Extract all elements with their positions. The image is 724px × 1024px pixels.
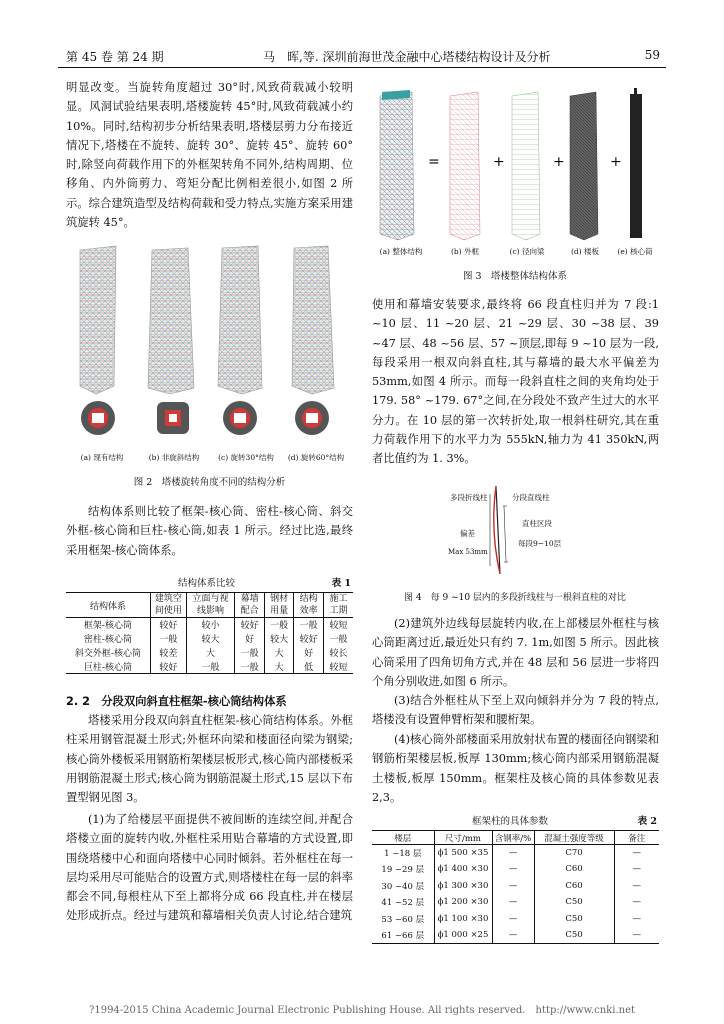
t2-header: 尺寸/mm bbox=[434, 831, 492, 845]
t1-header: 施工工期 bbox=[323, 593, 353, 618]
plan-b bbox=[157, 402, 189, 434]
t2-header: 含钢率/% bbox=[492, 831, 534, 845]
fig2-label-c: (c) 旋转30°结构 bbox=[218, 453, 274, 462]
t2-cell: — bbox=[614, 894, 659, 911]
fig4-label-zone: 直柱区段 bbox=[522, 519, 552, 528]
copyright-footer: ?1994-2015 China Academic Journal Electronic Publishing House. All rights reserved. http://www.cnki.net bbox=[88, 1005, 635, 1016]
table-row bbox=[372, 845, 659, 862]
plan-c bbox=[223, 401, 257, 435]
tower-d bbox=[292, 246, 334, 394]
t2-cell: — bbox=[614, 845, 659, 862]
t1-cell: 一般 bbox=[323, 632, 353, 646]
t2-cell: ϕ1 400 ×30 bbox=[434, 861, 492, 878]
tower-b bbox=[148, 248, 194, 394]
fig4-label-straight: 分段直线柱 bbox=[512, 493, 550, 502]
t1-cell: 斜交外框-核心筒 bbox=[74, 649, 141, 659]
t2-cell: ϕ1 100 ×30 bbox=[434, 911, 492, 928]
table-2 bbox=[372, 830, 659, 944]
fig2-label-a: (a) 现有结构 bbox=[80, 453, 124, 462]
paragraph-structure: 塔楼采用分段双向斜直柱框架-核心筒结构体系。外框柱采用钢管混凝土形式;外框环向梁和楼面径向梁为钢梁;核心筒外楼板采用钢筋桁架楼层板形式,核心筒内部楼板采用钢筋混凝土形式;核心筒为钢筋混凝土形式,15 层以下布置型钢见图 3。 bbox=[66, 714, 353, 805]
section-title-2-2: 2. 2 分段双向斜直柱框架-核心筒结构体系 bbox=[66, 695, 287, 708]
tower-c bbox=[218, 246, 262, 394]
plan-a bbox=[81, 401, 115, 435]
fig4-label-deviation: 偏差 bbox=[460, 529, 475, 538]
t1-cell: 一般 bbox=[294, 618, 324, 632]
fig3-core-tube bbox=[630, 94, 642, 238]
table-1 bbox=[66, 592, 353, 674]
t1-cell: 低 bbox=[294, 660, 324, 674]
t2-cell: 53 ~60 层 bbox=[381, 914, 425, 925]
t1-cell: 一般 bbox=[186, 660, 235, 674]
t2-cell: — bbox=[492, 911, 534, 928]
fig3-op: = bbox=[428, 154, 440, 170]
t2-cell: — bbox=[492, 927, 534, 944]
paragraph-segments: 使用和幕墙安装要求,最终将 66 段直柱归并为 7 段:1 ~10 层、11 ~20 层、21 ~29 层、30 ~38 层、39 ~47 层、48 ~56 层、57 ~顶层,即每 9 ~10 层为一段,每段采用一根双向斜直柱,其与幕墙的最大水平偏差为 53mm,如图 4 所示。而每一段斜直柱之间的夹角均处于 179. 58° ~179. 67°之间,在分段处不致产生过大的水平分力。在 10 层的第一次转折处,取一根斜柱研究,其在重力荷载作用下的水平力为 555kN,轴力为 41 350kN,两者比值约为 1. 3%。 bbox=[372, 298, 659, 466]
table-2-number: 表 2 bbox=[637, 816, 657, 827]
table-row bbox=[372, 927, 659, 944]
t1-cell: 大 bbox=[264, 646, 294, 660]
t1-cell: 好 bbox=[294, 646, 324, 660]
t2-cell: ϕ1 000 ×25 bbox=[434, 927, 492, 944]
t1-cell: 较好 bbox=[150, 660, 186, 674]
paragraph-columns: (1)为了给楼层平面提供不被间断的连续空间,并配合塔楼立面的旋转内收,外框柱采用贴合幕墙的方式设置,即围绕塔楼中心和面向塔楼中心同时倾斜。若外框柱在每一层均采用尽可能贴合的设置方式,则塔楼柱在每一层的斜率都会不同,每根柱从下至上都将分成 66 段直柱,并在楼层处形成折点。经过与建筑和幕墙相关负责人讨论,结合建筑 bbox=[66, 813, 353, 923]
t1-header: 结构体系 bbox=[66, 593, 150, 618]
fig4-label-per-segment: 每段9~10层 bbox=[518, 539, 562, 548]
t2-cell: 1 ~18 层 bbox=[384, 849, 422, 859]
table-row bbox=[372, 878, 659, 895]
t1-cell: 大 bbox=[264, 660, 294, 674]
plan-d bbox=[295, 401, 329, 435]
table-row bbox=[66, 660, 353, 674]
paragraph-systems: 结构体系则比较了框架-核心筒、密柱-核心筒、斜交外框-核心筒和巨柱-核心筒,如表 1 所示。经过比选,最终采用框架-核心筒体系。 bbox=[66, 505, 353, 557]
t1-cell: 框架-核心筒 bbox=[83, 621, 132, 632]
t1-header: 结构效率 bbox=[294, 593, 324, 618]
table-row bbox=[372, 911, 659, 928]
paragraph-floor-slab: (4)核心筒外部楼面采用放射状布置的楼面径向钢梁和钢筋桁架楼层板,板厚 130mm;核心筒内部采用钢筋混凝土楼板,板厚 150mm。框架柱及核心筒的具体参数见表 2,3。 bbox=[372, 733, 659, 804]
fig3-label-c: (c) 径向梁 bbox=[509, 247, 545, 256]
t1-header: 钢材用量 bbox=[264, 593, 294, 618]
fig3-tower-full bbox=[380, 92, 414, 240]
tower-a bbox=[80, 246, 116, 394]
table-2-title: 框架柱的具体参数 bbox=[472, 816, 549, 827]
fig3-outer-frame bbox=[450, 92, 480, 240]
t1-cell: 一般 bbox=[264, 618, 294, 632]
t2-cell: — bbox=[614, 878, 659, 895]
t2-header: 备注 bbox=[614, 831, 659, 845]
t2-cell: — bbox=[492, 845, 534, 862]
fig2-label-d: (d) 旋转60°结构 bbox=[287, 453, 345, 462]
t2-cell: ϕ1 500 ×35 bbox=[434, 845, 492, 862]
t1-cell: 较大 bbox=[186, 632, 235, 646]
figure-2-caption: 图 2 塔楼旋转角度不同的结构分析 bbox=[133, 477, 286, 488]
figure-3-caption: 图 3 塔楼整体结构体系 bbox=[462, 271, 568, 282]
fig2-label-b: (b) 非旋斜结构 bbox=[148, 453, 200, 462]
t2-cell: 41 ~52 层 bbox=[381, 898, 425, 909]
t1-header: 幕墙配合 bbox=[235, 593, 265, 618]
fig3-label-e: (e) 核心筒 bbox=[617, 247, 653, 256]
table-row bbox=[66, 646, 353, 660]
t2-cell: 61 ~66 层 bbox=[372, 927, 434, 944]
fig3-label-a: (a) 整体结构 bbox=[379, 247, 423, 256]
t1-cell: 较差 bbox=[150, 646, 186, 660]
fig3-op: + bbox=[493, 154, 505, 170]
t1-cell: 较短 bbox=[323, 618, 353, 632]
figure-4-caption: 图 4 每 9 ~10 层内的多段折线柱与一根斜直柱的对比 bbox=[404, 593, 626, 603]
t2-cell: C50 bbox=[534, 911, 614, 928]
figure-3-components bbox=[372, 84, 658, 246]
t2-cell: 30 ~40 层 bbox=[381, 881, 425, 892]
t1-cell: 大 bbox=[186, 646, 235, 660]
paragraph-core-corner: (2)建筑外边线每层旋转内收,在上部楼层外框柱与核心筒距离过近,最近处只有约 7. 1m,如图 5 所示。因此核心筒采用了四角切角方式,并在 48 层和 56 层进一步将四个角分别收进,如图 6 所示。 bbox=[372, 617, 659, 688]
page-number: 59 bbox=[644, 48, 660, 62]
fig3-op: + bbox=[553, 154, 565, 170]
t2-cell: C60 bbox=[534, 878, 614, 895]
t2-cell: — bbox=[492, 894, 534, 911]
t1-cell: 密柱-核心筒 bbox=[83, 635, 132, 645]
paragraph-no-outrigger: (3)结合外框柱从下至上双向倾斜并分为 7 段的特点,塔楼没有设置伸臂桁架和腰桁架。 bbox=[372, 694, 659, 727]
paragraph-rotation: 明显改变。当旋转角度超过 30°时,风致荷载减小较明显。风洞试验结果表明,塔楼旋转 45°时,风致荷载减小约 10%。同时,结构初步分析结果表明,塔楼层剪力分布接近情况下,塔楼在不旋转、旋转 30°、旋转 45°、旋转 60°时,除竖向荷载作用下的外框架转角不同外,结构周期、位移角、内外筒剪力、弯矩分配比例相差很小,如图 2 所示。综合建筑造型及结构荷载和受力特点,实施方案采用建筑旋转 45°。 bbox=[66, 81, 353, 230]
t1-cell: 较大 bbox=[264, 632, 294, 646]
fig3-radial-beams bbox=[512, 92, 540, 240]
t1-cell: 较好 bbox=[294, 632, 324, 646]
t2-cell: ϕ1 200 ×30 bbox=[434, 894, 492, 911]
figure-2-towers bbox=[66, 238, 352, 468]
t1-cell: 较好 bbox=[235, 618, 265, 632]
t1-cell: 巨柱-核心筒 bbox=[66, 660, 150, 674]
t1-cell: 好 bbox=[235, 632, 265, 646]
t2-cell: C50 bbox=[534, 927, 614, 944]
t2-cell: C50 bbox=[534, 894, 614, 911]
t1-cell: 较小 bbox=[186, 618, 235, 632]
journal-issue: 第 45 卷 第 24 期 bbox=[66, 50, 164, 64]
table-1-number: 表 1 bbox=[331, 578, 351, 589]
t2-cell: ϕ1 300 ×30 bbox=[434, 878, 492, 895]
table-1-title: 结构体系比较 bbox=[178, 578, 236, 589]
t2-cell: — bbox=[614, 861, 659, 878]
t1-cell: 较短 bbox=[323, 660, 353, 674]
table-row bbox=[66, 618, 353, 632]
t2-header: 楼层 bbox=[372, 831, 434, 845]
segment-marker bbox=[504, 506, 506, 562]
fig3-op: + bbox=[610, 154, 622, 170]
figure-3 bbox=[372, 84, 658, 260]
fig4-label-polyline: 多段折线柱 bbox=[450, 493, 488, 502]
t2-cell: — bbox=[492, 878, 534, 895]
running-title: 马 晖,等. 深圳前海世茂金融中心塔楼结构设计及分析 bbox=[263, 50, 551, 64]
t1-cell: 一般 bbox=[235, 660, 265, 674]
fig3-label-d: (d) 楼板 bbox=[570, 247, 600, 256]
t2-header: 混凝土强度等级 bbox=[534, 831, 614, 845]
fig3-label-b: (b) 外框 bbox=[450, 247, 480, 256]
t1-cell: 一般 bbox=[150, 632, 186, 646]
t1-header: 建筑空间使用 bbox=[150, 593, 186, 618]
t1-cell: 较好 bbox=[150, 618, 186, 632]
figure-2 bbox=[66, 238, 352, 468]
figure-4 bbox=[372, 480, 658, 580]
t2-cell: 19 ~29 层 bbox=[381, 865, 425, 876]
table-row bbox=[372, 861, 659, 878]
page-header bbox=[58, 44, 666, 68]
t1-cell: 较长 bbox=[323, 646, 353, 660]
t2-cell: — bbox=[614, 927, 659, 944]
t1-header: 立面与视线影响 bbox=[186, 593, 235, 618]
t2-cell: C60 bbox=[534, 861, 614, 878]
t2-cell: — bbox=[492, 861, 534, 878]
table-row bbox=[372, 894, 659, 911]
t2-cell: C70 bbox=[534, 845, 614, 862]
fig4-label-max: Max 53mm bbox=[448, 548, 488, 556]
t1-cell: 一般 bbox=[235, 646, 265, 660]
fig3-floor-slab bbox=[570, 92, 598, 240]
t2-cell: — bbox=[614, 911, 659, 928]
table-row bbox=[66, 632, 353, 646]
